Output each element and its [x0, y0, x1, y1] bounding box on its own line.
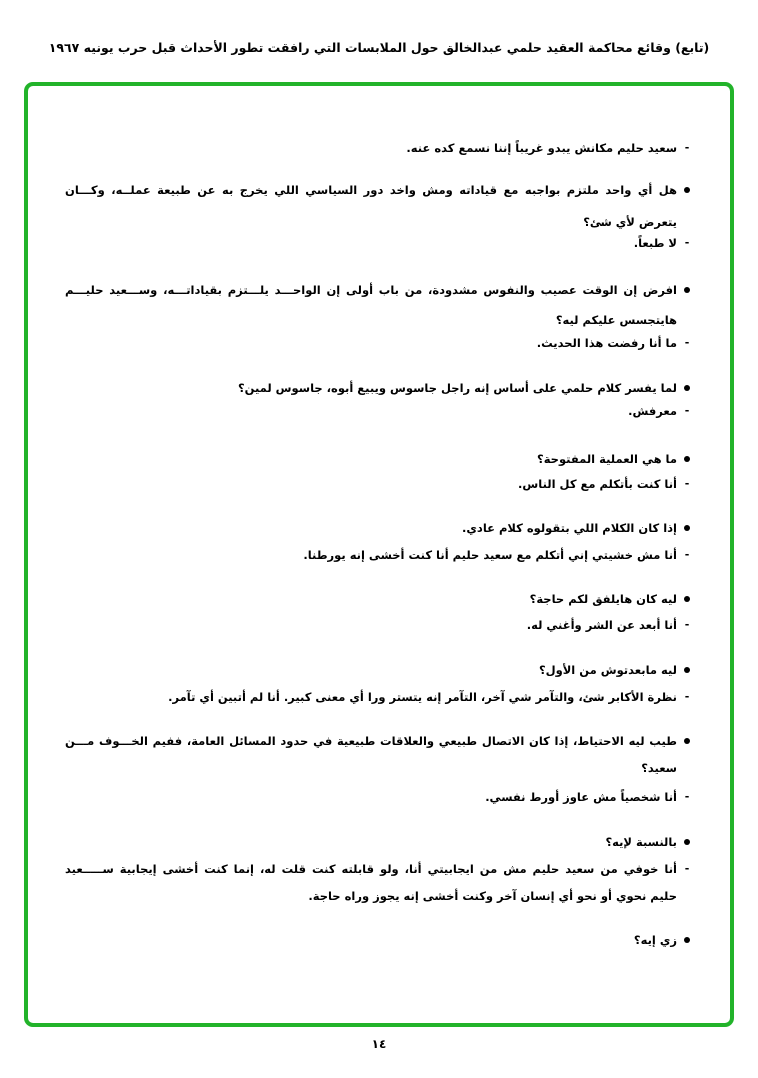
dash-marker: - [684, 618, 690, 631]
question-line: زي إيه؟ [633, 933, 677, 947]
bullet-icon [681, 732, 693, 750]
question-line: ما هي العملية المفتوحة؟ [537, 452, 677, 466]
bullet-icon [681, 833, 693, 851]
question-line: لما يفسر كلام حلمي على أساس إنه راجل جاسوس ويبيع أبوه، جاسوس لمين؟ [237, 381, 677, 395]
question-line: هايتجسس عليكم ليه؟ [555, 313, 677, 327]
page-number: ١٤ [371, 1037, 387, 1051]
dash-marker: - [684, 790, 690, 803]
bullet-icon [681, 661, 693, 679]
answer-line: أنا خوفي من سعيد حليم مش من ايجابيتي أنا، ولو قابلته كنت قلت له، إنما كنت أخشى إيجابية ســـــعيد [65, 862, 677, 876]
answer-line: معرفش. [628, 404, 677, 418]
question-line: سعيد؟ [641, 761, 677, 775]
bullet-icon [681, 450, 693, 468]
question-line: بالنسبة لإيه؟ [605, 835, 677, 849]
dash-marker: - [684, 236, 690, 249]
bullet-icon [681, 379, 693, 397]
question-line: هل أي واحد ملتزم بواجبه مع قياداته ومش واخد دور السياسي اللي يخرج به عن طبيعة عملــه، وكـــان [65, 183, 677, 197]
dash-marker: - [684, 477, 690, 490]
dash-marker: - [684, 548, 690, 561]
dash-marker: - [684, 336, 690, 349]
question-line: ليه مابعدتوش من الأول؟ [538, 663, 677, 677]
question-line: افرض إن الوقت عصيب والنفوس مشدودة، من باب أولى إن الواحـــد يلـــتزم بقياداتـــه، وســـعيد حليـــم [65, 283, 677, 297]
answer-line: نظرة الأكابر شئ، والتآمر شي آخر، التآمر إنه يتستر ورا أي معنى كبير. أنا لم أتبين أي تآمر. [168, 690, 677, 704]
answer-line: أنا كنت بأتكلم مع كل الناس. [518, 477, 677, 491]
question-line: إذا كان الكلام اللي بتقولوه كلام عادي. [462, 521, 677, 535]
answer-line: لا طبعاً. [633, 236, 677, 250]
answer-line: أنا شخصياً مش عاوز أورط نفسي. [485, 790, 677, 804]
answer-line: أنا أبعد عن الشر وأغني له. [526, 618, 677, 632]
dash-marker: - [684, 862, 690, 875]
bullet-icon [681, 519, 693, 537]
bullet-icon [681, 590, 693, 608]
question-line: طيب ليه الاحتياط، إذا كان الاتصال طبيعي والعلاقات طبيعية في حدود المسائل العامة، ففيم الخـــوف مـــن [65, 734, 677, 748]
bullet-icon [681, 931, 693, 949]
answer-line: حليم نحوي أو نحو أي إنسان آخر وكنت أخشى إنه يجوز وراه حاجة. [308, 889, 677, 903]
question-line: يتعرض لأي شئ؟ [583, 215, 677, 229]
bullet-icon [681, 281, 693, 299]
bullet-icon [681, 181, 693, 199]
answer-line: ما أنا رفضت هذا الحديث. [536, 336, 677, 350]
answer-line: سعيد حليم مكانش يبدو غريباً إننا نسمع كده عنه. [406, 141, 677, 155]
dash-marker: - [684, 690, 690, 703]
dash-marker: - [684, 141, 690, 154]
document-title: (تابع) وقائع محاكمة العقيد حلمي عبدالخالق حول الملابسات التي رافقت تطور الأحداث قبل حرب يونيه ١٩٦٧ [48, 40, 710, 55]
question-line: ليه كان هايلفق لكم حاجة؟ [529, 592, 677, 606]
dash-marker: - [684, 404, 690, 417]
answer-line: أنا مش خشيتي إني أتكلم مع سعيد حليم أنا كنت أخشى إنه يورطنا. [303, 548, 677, 562]
